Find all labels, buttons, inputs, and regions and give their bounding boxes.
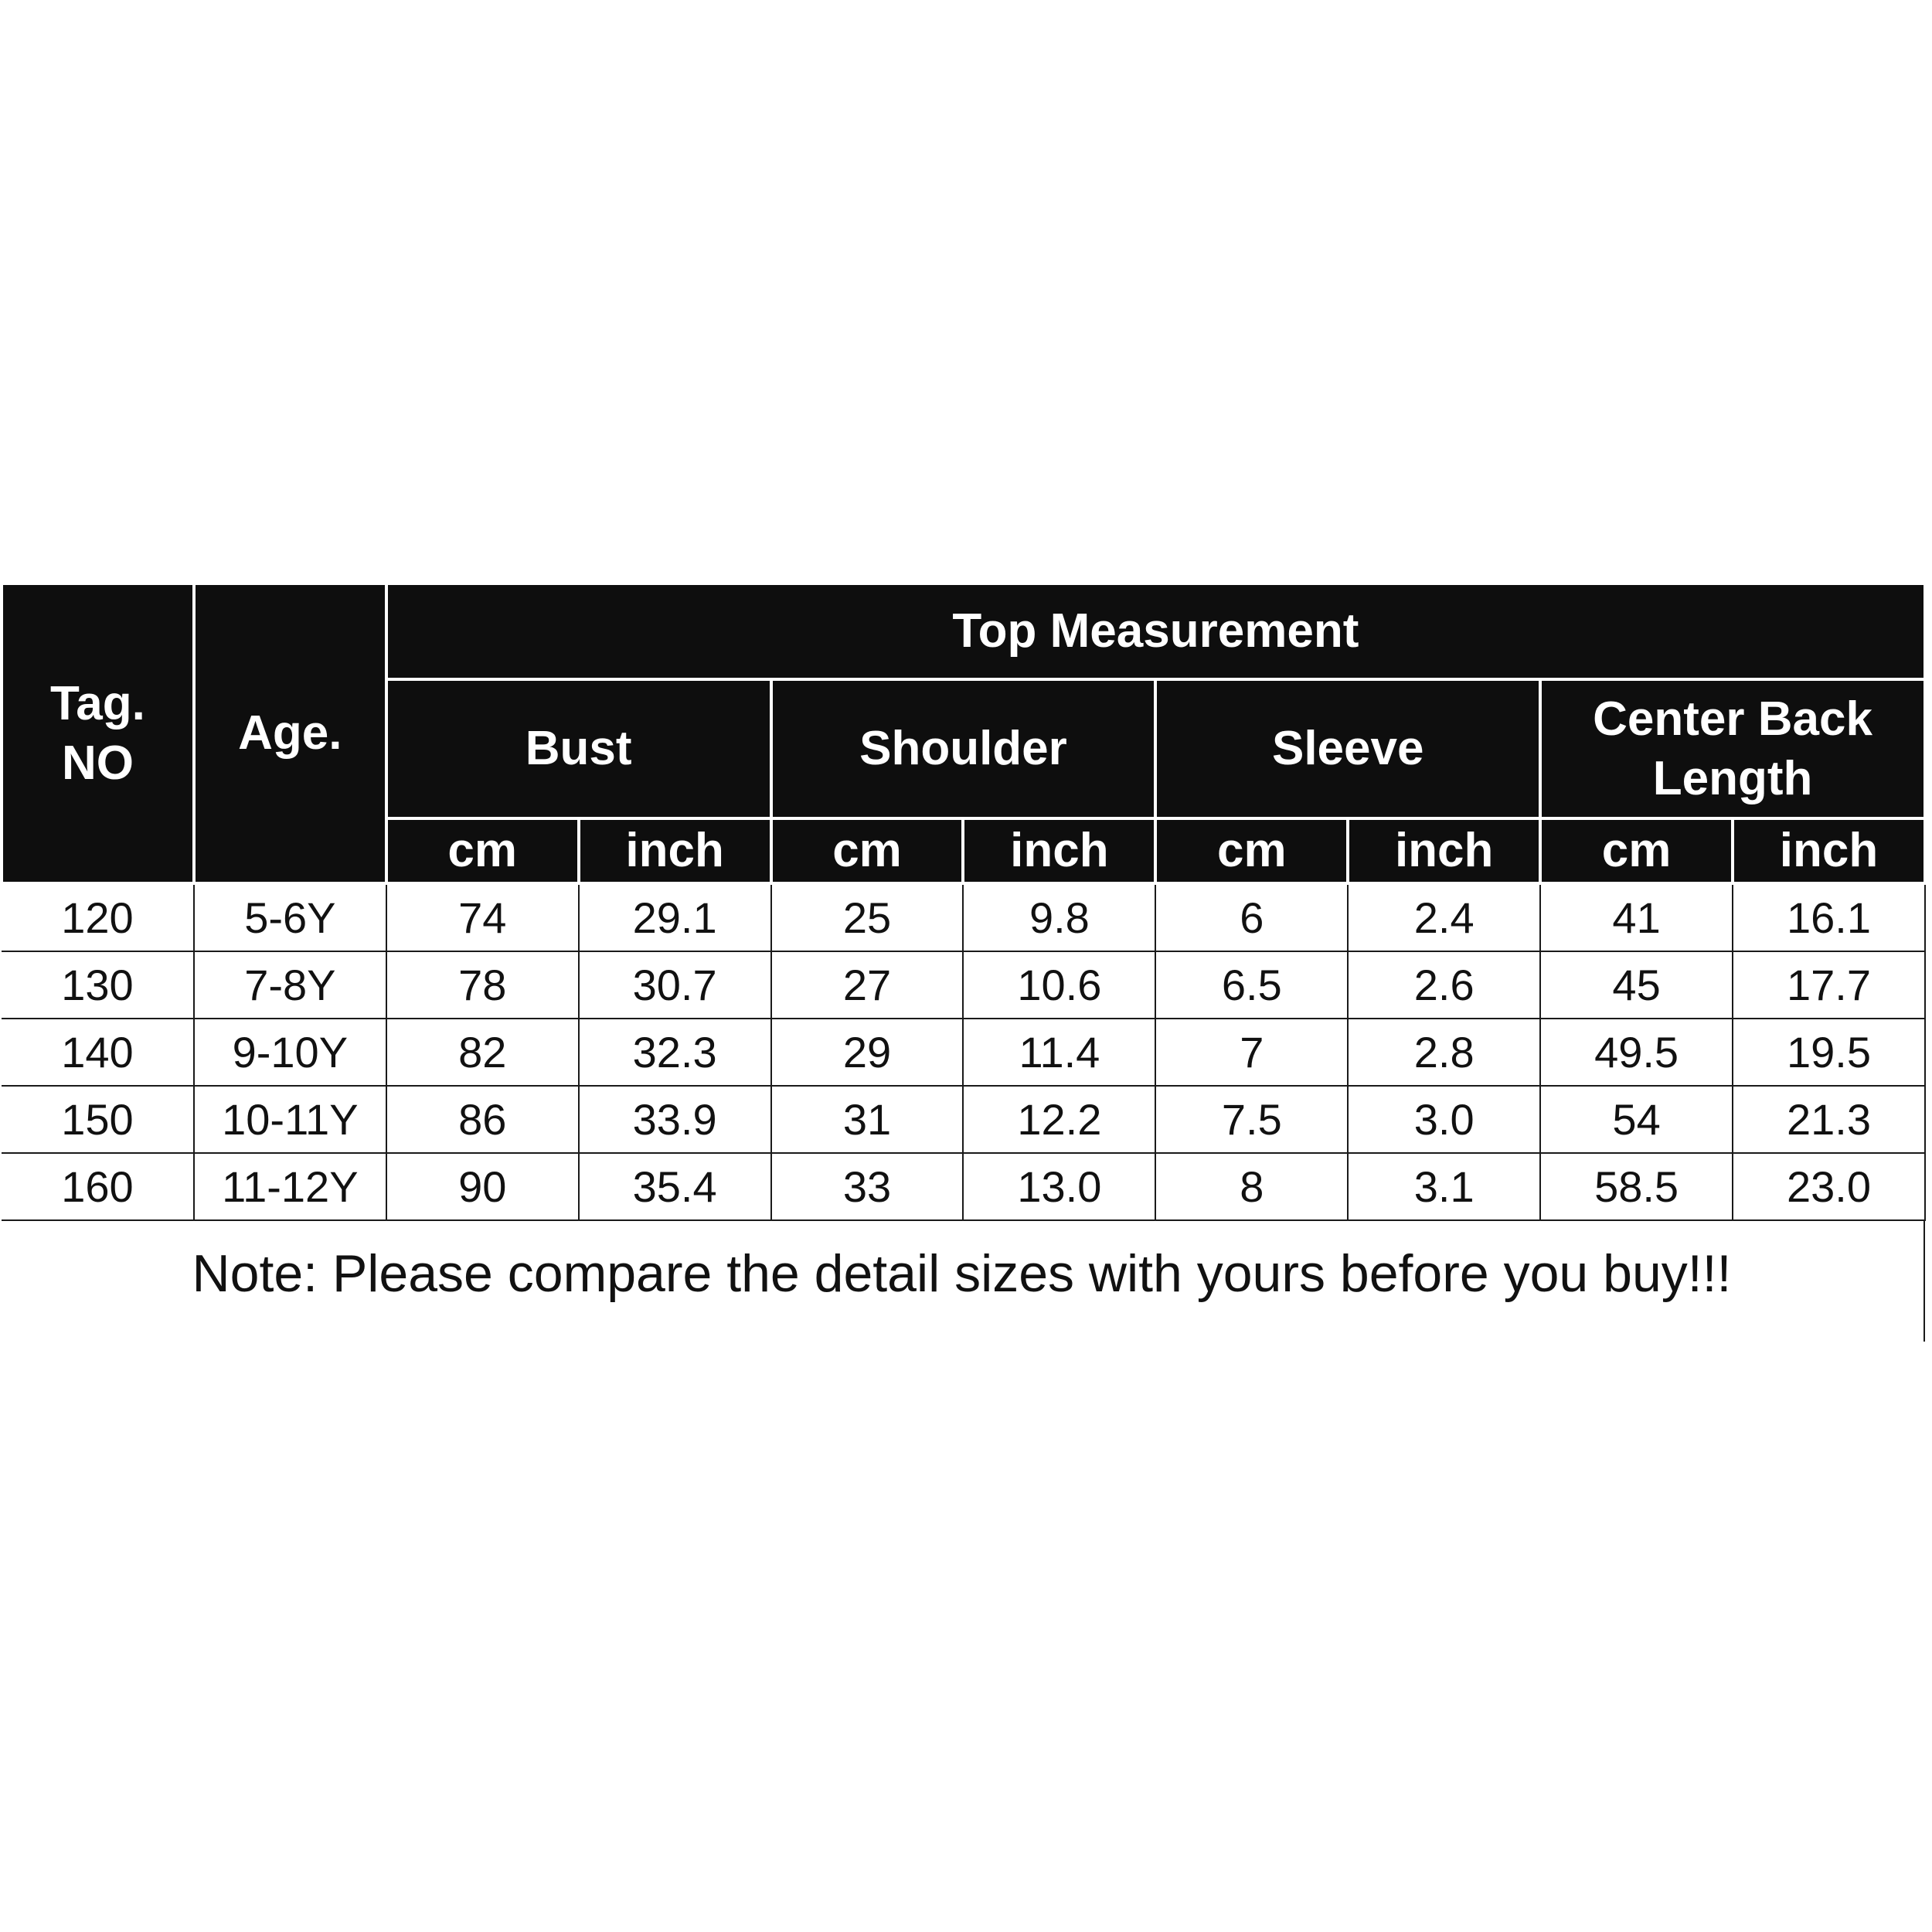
bust-cm-cell: 74: [386, 883, 579, 951]
tag-no-cell: 130: [2, 951, 194, 1019]
center-back-inch-cell: 16.1: [1733, 883, 1925, 951]
age-cell: 5-6Y: [194, 883, 386, 951]
bust-inch-cell: 30.7: [579, 951, 771, 1019]
bust-cm-cell: 86: [386, 1086, 579, 1153]
center-back-cm-cell: 58.5: [1540, 1153, 1733, 1220]
unit-header-sleeve-cm: cm: [1155, 818, 1348, 883]
note-area: [0, 1221, 1925, 1342]
sleeve-cm-cell: 6.5: [1155, 951, 1348, 1019]
sleeve-cm-cell: 7: [1155, 1019, 1348, 1086]
shoulder-header: [771, 679, 1156, 818]
shoulder-cm-cell: 29: [771, 1019, 964, 1086]
shoulder-header-label: Shoulder: [859, 722, 1067, 776]
table-row: [2, 951, 1925, 1019]
center-back-cm-cell: 41: [1540, 883, 1733, 951]
unit-header-shoulder-inch: inch: [963, 818, 1155, 883]
unit-header-center-back-inch: inch: [1733, 818, 1925, 883]
sleeve-cm-cell: 8: [1155, 1153, 1348, 1220]
sleeve-cm-cell: 7.5: [1155, 1086, 1348, 1153]
age-cell: 11-12Y: [194, 1153, 386, 1220]
header-group-row: [2, 583, 1925, 679]
bust-inch-cell: 32.3: [579, 1019, 771, 1086]
tag-no-header: [2, 583, 194, 883]
unit-header-sleeve-inch: inch: [1348, 818, 1540, 883]
bust-inch-cell: 35.4: [579, 1153, 771, 1220]
size-chart: [0, 582, 1923, 1342]
sleeve-inch-cell: 3.0: [1348, 1086, 1540, 1153]
tag-no-cell: 140: [2, 1019, 194, 1086]
table-row: [2, 1019, 1925, 1086]
top-measurement-header: Top Measurement: [386, 583, 1925, 679]
sleeve-inch-cell: 2.8: [1348, 1019, 1540, 1086]
sleeve-inch-cell: 2.4: [1348, 883, 1540, 951]
unit-header-bust-cm: cm: [386, 818, 579, 883]
center-back-cm-cell: 49.5: [1540, 1019, 1733, 1086]
bust-cm-cell: 90: [386, 1153, 579, 1220]
shoulder-inch-cell: 10.6: [963, 951, 1155, 1019]
bust-inch-cell: 33.9: [579, 1086, 771, 1153]
shoulder-cm-cell: 25: [771, 883, 964, 951]
unit-header-center-back-cm: cm: [1540, 818, 1733, 883]
unit-header-shoulder-cm: cm: [771, 818, 964, 883]
shoulder-cm-cell: 33: [771, 1153, 964, 1220]
sleeve-inch-cell: 3.1: [1348, 1153, 1540, 1220]
age-cell: 7-8Y: [194, 951, 386, 1019]
center-back-inch-cell: 23.0: [1733, 1153, 1925, 1220]
size-note: Note: Please compare the detail sizes with yours before you buy!!!: [192, 1244, 1732, 1303]
shoulder-inch-cell: 12.2: [963, 1086, 1155, 1153]
sleeve-cm-cell: 6: [1155, 883, 1348, 951]
center-back-header-line1: Center Back: [1593, 692, 1872, 746]
shoulder-inch-cell: 13.0: [963, 1153, 1155, 1220]
center-back-length-header: [1540, 679, 1925, 818]
size-table: [0, 582, 1927, 1221]
center-back-cm-cell: 54: [1540, 1086, 1733, 1153]
bust-header-label: Bust: [525, 722, 632, 776]
table-row: [2, 1086, 1925, 1153]
table-body: [2, 883, 1925, 1220]
shoulder-inch-cell: 9.8: [963, 883, 1155, 951]
center-back-cm-cell: 45: [1540, 951, 1733, 1019]
table-row: [2, 883, 1925, 951]
sleeve-header-label: Sleeve: [1271, 722, 1424, 776]
bust-cm-cell: 82: [386, 1019, 579, 1086]
bust-header: [386, 679, 771, 818]
center-back-inch-cell: 17.7: [1733, 951, 1925, 1019]
age-cell: 10-11Y: [194, 1086, 386, 1153]
age-cell: 9-10Y: [194, 1019, 386, 1086]
center-back-inch-cell: 21.3: [1733, 1086, 1925, 1153]
shoulder-inch-cell: 11.4: [963, 1019, 1155, 1086]
tag-header-line1: Tag.: [50, 676, 145, 730]
shoulder-cm-cell: 27: [771, 951, 964, 1019]
sleeve-inch-cell: 2.6: [1348, 951, 1540, 1019]
tag-no-cell: 160: [2, 1153, 194, 1220]
bust-cm-cell: 78: [386, 951, 579, 1019]
tag-no-cell: 120: [2, 883, 194, 951]
tag-no-cell: 150: [2, 1086, 194, 1153]
tag-header-line2: NO: [61, 736, 134, 790]
table-row: [2, 1153, 1925, 1220]
center-back-inch-cell: 19.5: [1733, 1019, 1925, 1086]
sleeve-header: [1155, 679, 1540, 818]
bust-inch-cell: 29.1: [579, 883, 771, 951]
unit-header-bust-inch: inch: [579, 818, 771, 883]
table-header: [2, 583, 1925, 883]
shoulder-cm-cell: 31: [771, 1086, 964, 1153]
center-back-header-line2: Length: [1652, 752, 1813, 805]
age-header: Age.: [194, 583, 386, 883]
